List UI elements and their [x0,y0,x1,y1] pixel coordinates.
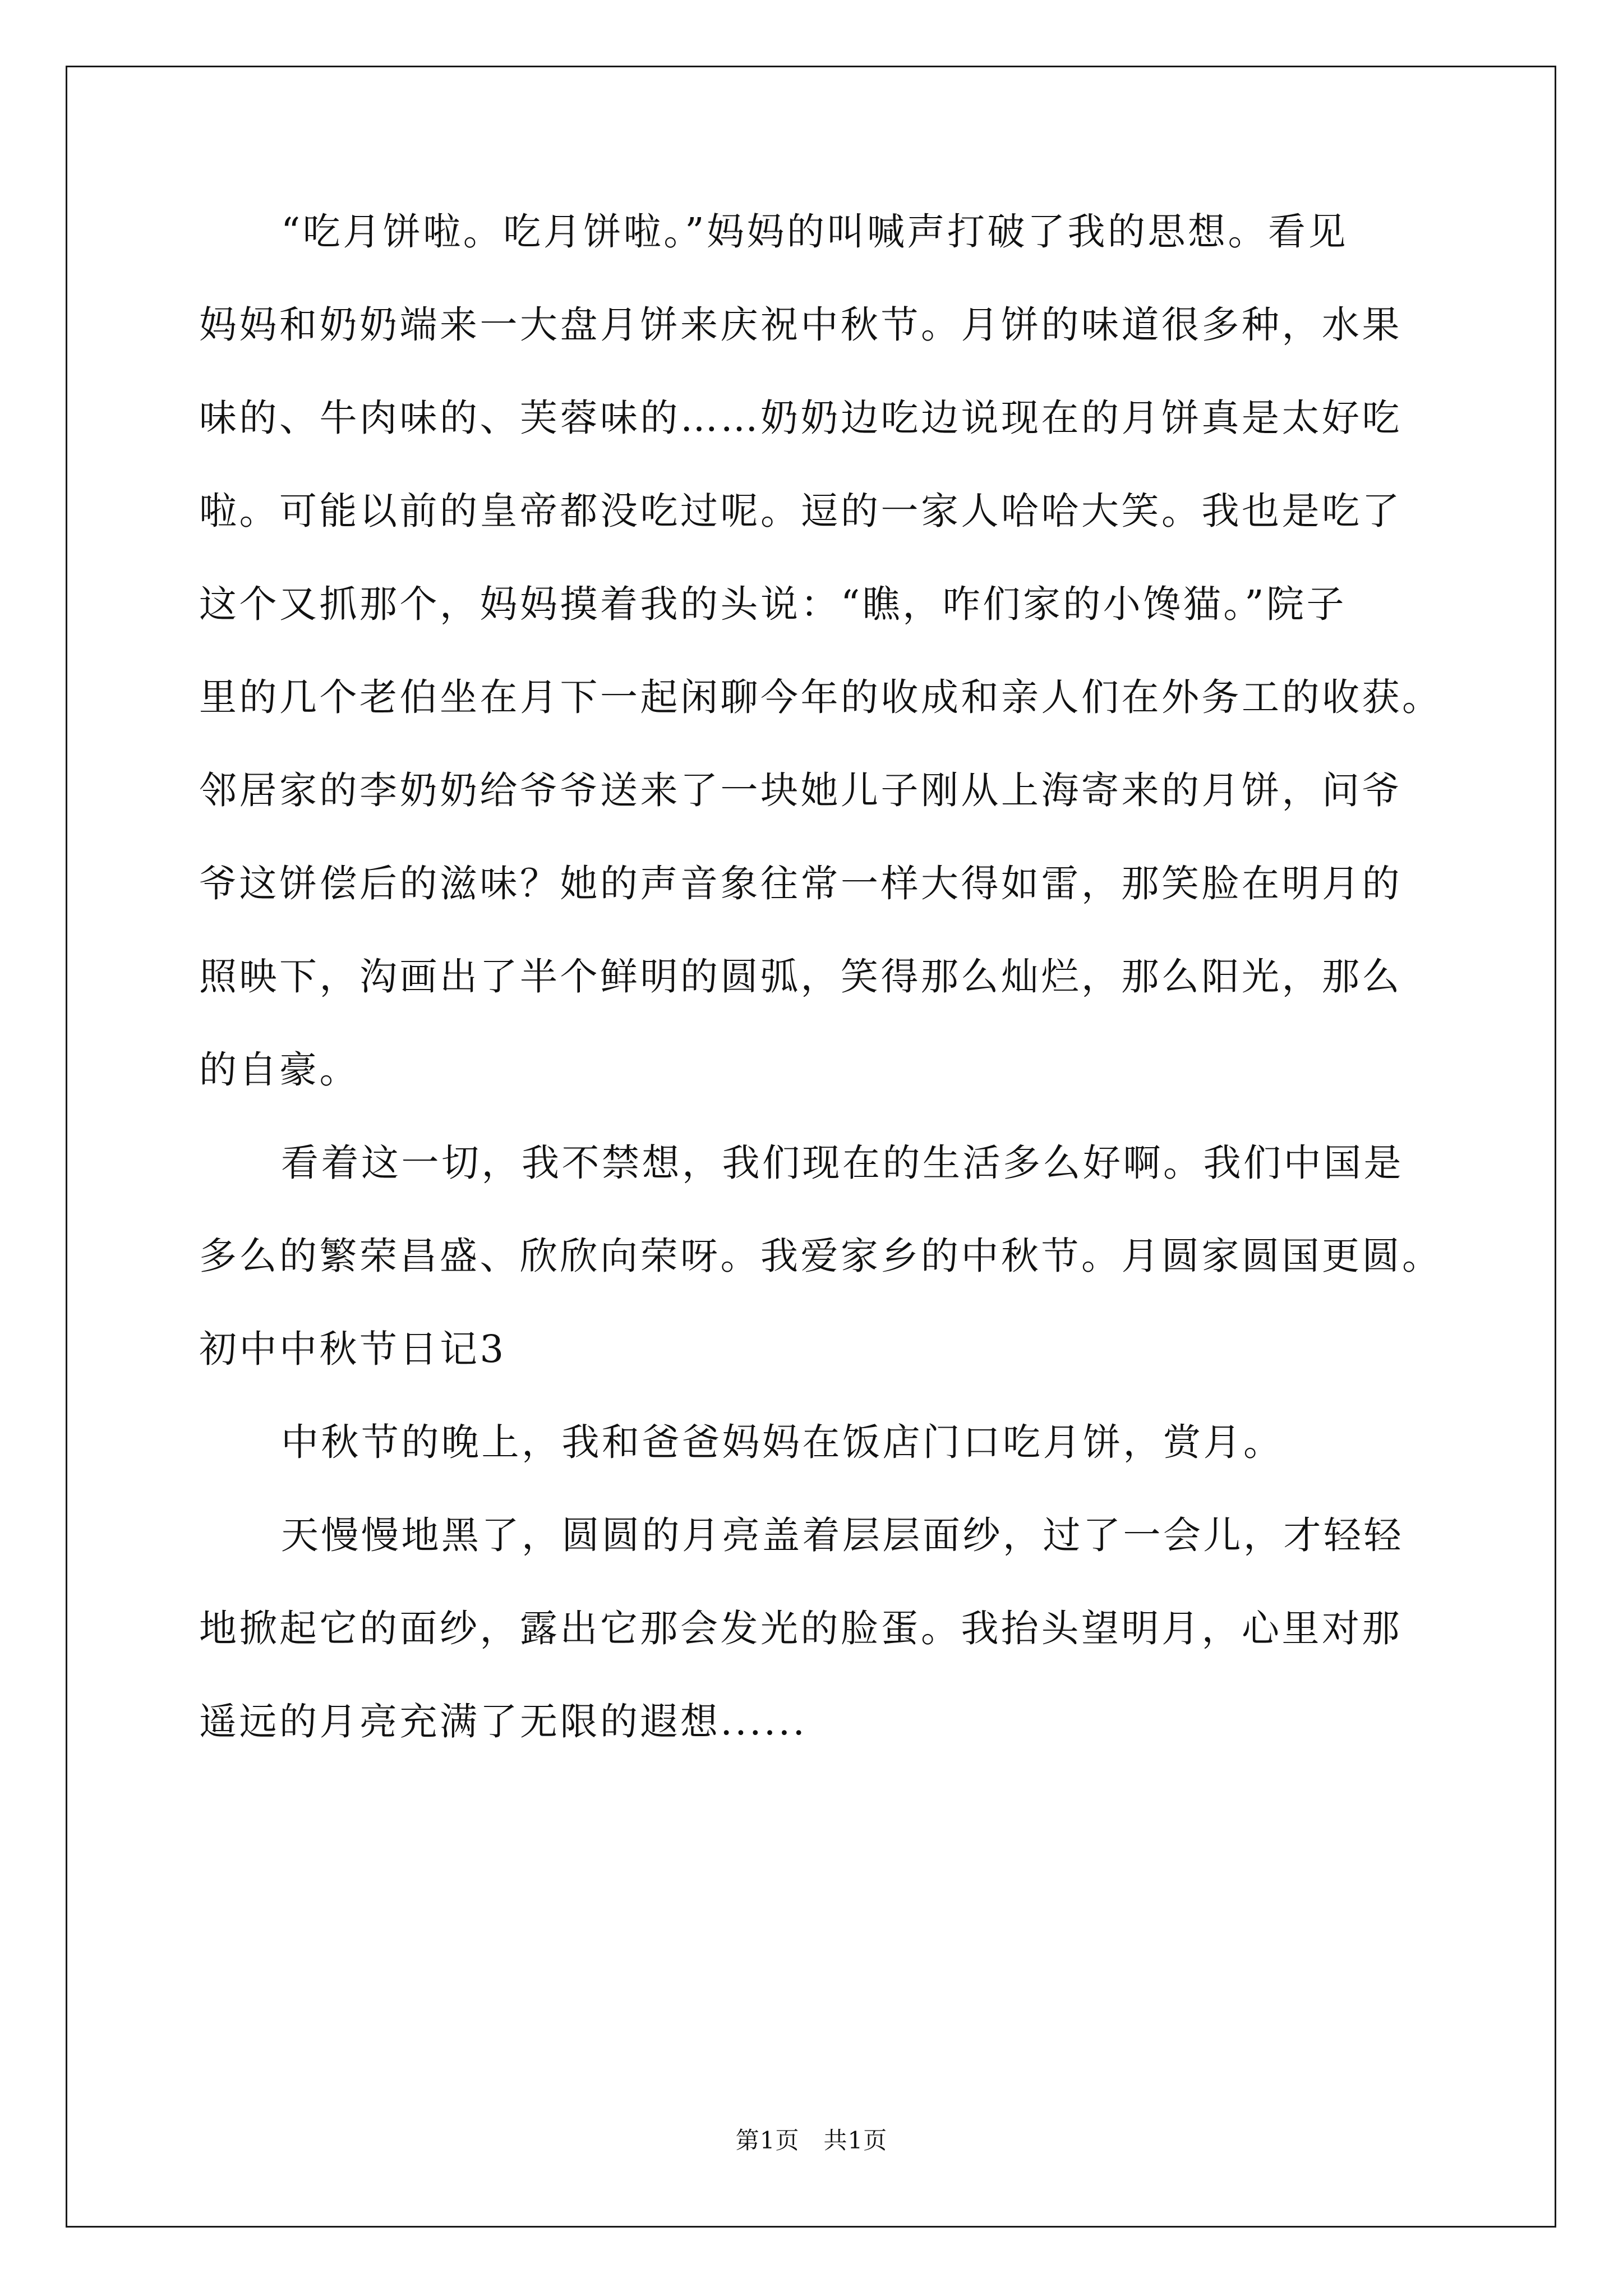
paragraph-line: 爷这饼偿后的滋味？她的声音象往常一样大得如雷，那笑脸在明月的 [199,862,1402,905]
paragraph-line: 多么的繁荣昌盛、欣欣向荣呀。我爱家乡的中秋节。月圆家圆国更圆。 [199,1234,1442,1278]
paragraph-line: 这个又抓那个，妈妈摸着我的头说：“瞧，咋们家的小馋猫。”院子 [199,582,1347,626]
paragraph-line: “吃月饼啦。吃月饼啦。”妈妈的叫喊声打破了我的思想。看见 [281,210,1349,254]
paragraph-line: 妈妈和奶奶端来一大盘月饼来庆祝中秋节。月饼的味道很多种，水果 [199,303,1402,347]
paragraph-line: 啦。可能以前的皇帝都没吃过呢。逗的一家人哈哈大笑。我也是吃了 [199,489,1402,533]
paragraph-line: 看着这一切，我不禁想，我们现在的生活多么好啊。我们中国是 [281,1141,1404,1185]
paragraph-line: 中秋节的晚上，我和爸爸妈妈在饭店门口吃月饼，赏月。 [281,1420,1284,1464]
paragraph-line: 照映下，沟画出了半个鲜明的圆弧，笑得那么灿烂，那么阳光，那么 [199,955,1402,999]
paragraph-line: 天慢慢地黑了，圆圆的月亮盖着层层面纱，过了一会儿，才轻轻 [281,1513,1404,1557]
section-heading: 初中中秋节日记3 [199,1327,506,1371]
paragraph-line: 遥远的月亮充满了无限的遐想...... [199,1700,808,1743]
paragraph-line: 的自豪。 [199,1048,359,1092]
paragraph-line: 味的、牛肉味的、芙蓉味的……奶奶边吃边说现在的月饼真是太好吃 [199,396,1402,440]
page-footer: 第1页 共1页 [735,2127,888,2154]
paragraph-line: 里的几个老伯坐在月下一起闲聊今年的收成和亲人们在外务工的收获。 [199,675,1442,719]
paragraph-line: 地掀起它的面纱，露出它那会发光的脸蛋。我抬头望明月，心里对那 [199,1607,1402,1650]
paragraph-line: 邻居家的李奶奶给爷爷送来了一块她儿子刚从上海寄来的月饼，问爷 [199,769,1402,812]
